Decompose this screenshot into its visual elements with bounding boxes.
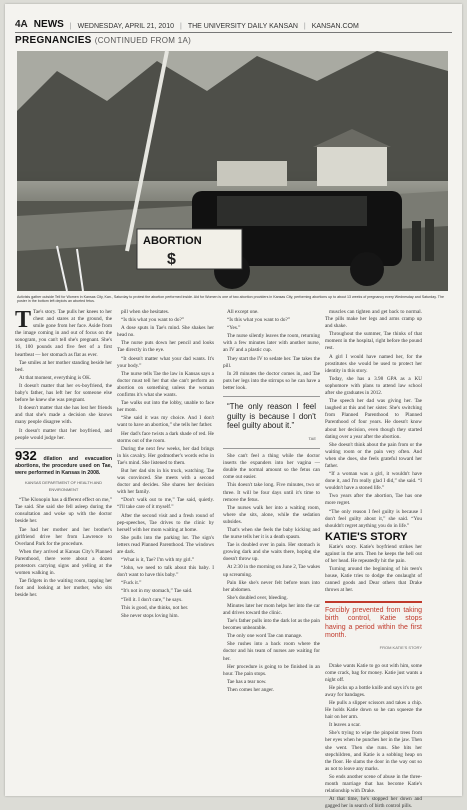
pull-quote-text: “The only reason I feel guilty is because I don't feel guilty about it.”	[227, 402, 316, 431]
col3-p16: The only one word Tae can manage.	[227, 633, 303, 640]
col2-p2: A dose sputs in Tae's mind. She shakes her head no.	[117, 325, 214, 339]
col5-p0: Drake wants Katie to go out with him, some come crack, bag for money. Katie just wants a night off.	[325, 662, 422, 683]
col1-p2: At that moment, everything is OK.	[19, 374, 92, 381]
col4-p2: A girl I would have named her, for the prostitutes she would be used to protect her identity in this story.	[325, 353, 422, 374]
news-photo	[17, 51, 448, 291]
col2-p16: “Fuck it.”	[121, 580, 142, 587]
col3-p19: Tae has a tear now.	[227, 678, 267, 685]
issue-date: WEDNESDAY, APRIL 21, 2010	[77, 23, 174, 30]
col3-p15: Tae's father pulls into the dark lot as the pain becomes unbearable.	[223, 618, 320, 632]
photo-illustration	[17, 51, 448, 291]
col3-p9: That's when she feels the baby kicking and the nurse tells her it is a death spasm.	[223, 526, 320, 541]
col2-p10: But her dad sits in his truck, watching. Tae was convinced. She meets with a second doctor and decides. She shares her decision with her family.	[117, 467, 214, 496]
col3-p7: This doesn't take long. Five minutes, two or three. It will be four days until it's time to remove the fetus.	[223, 482, 320, 503]
col1-after-p1: Tae had her mother and her brother's girlfriend drive her from Lawrence to Overland Park for the procedure.	[15, 526, 112, 547]
col2-p9: During the next few weeks, her dad brings in his cavalry. Her godmother's words echo in Tae's mind. She listened to them.	[117, 445, 214, 466]
col2-p6: Tae walks out into the lobby, unable to face her mom.	[117, 400, 214, 414]
col2-p8: Her dad's face twists a dark shade of red. He storms out of the room.	[117, 430, 214, 444]
kicker-continued: (CONTINUED FROM 1A)	[94, 36, 192, 45]
col3-p18: Her procedure is going to be finished in an hour. The pain stops.	[223, 663, 320, 677]
sign-text: ABORTION	[143, 235, 202, 247]
pull-quote-katie	[325, 601, 422, 657]
story-kicker	[15, 35, 191, 46]
col3-p12: Pain like she's never felt before tears into her abdomen.	[223, 579, 320, 593]
pull-quote-attribution: TAE	[308, 435, 316, 441]
col3-p11: At 2:30 in the morning on June 2, Tae wakes up screaming.	[223, 564, 320, 578]
col3-p10: Tae is doubled over in pain. Her stomach is growing dark and she waits there, hoping she doesn't throw up.	[223, 542, 320, 563]
col2-p20: She never stops loving him.	[121, 612, 179, 619]
stat-box	[15, 448, 112, 493]
col3-p20: Then comes her anger.	[227, 686, 274, 693]
header-rule	[15, 32, 452, 33]
col1-p1: Tae smiles at her mother standing beside her bed.	[15, 359, 112, 373]
col1-p5: It doesn't matter that her boyfriend, and people would judge her.	[15, 427, 112, 441]
col3-p17: She rushes into a back room where the doctor and his team of nurses are waiting for her.	[223, 641, 320, 662]
page-header: 4A NEWS | WEDNESDAY, APRIL 21, 2010 | THE UNIVERSITY DAILY KANSAN | KANSAN.COM	[15, 19, 359, 30]
col2-p18: “Tell it. I don't care,” he says.	[121, 596, 183, 603]
col1-after-p3: Tae fidgets in the waiting room, tapping her foot and looking at her mother, who sits beside her.	[15, 578, 112, 599]
col5-p3: It leaves a scar.	[329, 722, 361, 729]
col3-p6: She can't feel a thing while the doctor inserts the expanders into her vagina — double the normal amount so the fetus can come out easier.	[223, 453, 320, 481]
col2-p1: “Is this what you want to do?”	[121, 317, 185, 324]
col2-p14: “What is it, Tae? I'm with my girl.”	[121, 557, 195, 564]
col3-p3: The nurse silently leaves the room, returning with a few minutes later with another nurse, an IV and a plastic cup.	[223, 333, 320, 354]
column-4	[325, 309, 422, 810]
col3-p0: All except one.	[227, 309, 259, 315]
newspaper-page	[5, 4, 462, 810]
katies-story-heading: KATIE'S STORY	[325, 530, 408, 543]
col3-p14: Minutes later her mom helps her into the car and drives toward the clinic.	[223, 602, 320, 616]
col3-p8: The nurses walk her into a waiting room, where she sits, alone, while the sedation subsides.	[223, 504, 320, 525]
col4-p3: Today, she has a 3.98 GPA as a KU sophomore with plans to attend law school after she graduates in 2012.	[325, 375, 422, 397]
col2-p13: She pulls into the parking lot. The sign's letters read Planned Parenthood. The windows are dark.	[117, 534, 214, 555]
paper-name: THE UNIVERSITY DAILY KANSAN	[187, 23, 298, 30]
svg-text:$: $	[167, 251, 176, 268]
col4-p5: She doesn't think about the pain from or the waiting room or the pain very often. And when she does, she feels grateful toward her father.	[325, 441, 422, 469]
col1-p3: It doesn't matter that her ex-boyfriend, the baby's father, has left her for someone else before he knew she was pregnant.	[15, 382, 112, 404]
col3-p13: She's doubled over, bleeding.	[227, 594, 288, 601]
col2-p12: After the second visit and a fresh round of pep-speeches, Tae drives to the clinic by herself with her mom waiting at home.	[117, 512, 214, 533]
col3-p5: In 20 minutes the doctor comes in, and Tae puts her legs into the stirrups so he can have a better look.	[223, 370, 320, 391]
col1-p0: Tae's story. Tae pulls her knees to her chest and stares at the ground, the smile gone from her face. Aside from the image coming in and out of focus on the sonogram, you can't tell she's pregnant. She's 16, 100 pounds and five feet of a first heartbeat — her stomach as flat as ever.	[15, 309, 112, 358]
col4-p7: Two years after the abortion, Tae has one more regret.	[325, 493, 422, 507]
col4-p10: Turning around the beginning of his teen's house, Katie tries to dodge the onslaught of canned goods and Dear others that Drake throws at her.	[325, 566, 422, 594]
col2-p4: “It doesn't matter what your dad wants. It's your body.”	[117, 355, 214, 369]
col4-p6: “If a woman was a girl, it wouldn't have done it, and I'm really glad I did,” she said. “I wouldn't have a stoned life.”	[325, 471, 422, 492]
col2-p5: The nurse tells Tae the law in Kansas says a doctor must tell her that she can't perform an abortion on something unless the woman confirms it's what she wants.	[117, 370, 214, 399]
col1-after-p0: “The Klonopin has a different effect on me,” Tae said. She said she fell asleep during the consultation and woke up with the doctor beside her.	[15, 497, 112, 525]
stat-source: KANSAS DEPARTMENT OF HEALTH AND ENVIRONMENT	[24, 479, 103, 493]
column-1: T Tae's story. Tae pulls her knees to her chest and stares at the ground, the smile gone from her face. Aside from the image coming in and out of focus on the sonogram, you can't tell she's pregnant. She's 16, 100 pounds and five feet of a first heartbeat — her stomach as flat as ever. Tae smiles at her mother standing beside her bed. At that moment, everything is OK. It doesn't matter that her ex-boyfriend, the baby's father, has left her for someone else before he knew she was pregnant. It doesn't matter that she has lost her friends and that she's made a decision she knows many people disagree with. It doesn't matter that her boyfriend, and people would judge her. 932 dilation and evacuation abortions, the procedure used on Tae, were performed in Kansas in 2008. KANSAS DEPARTMENT OF HEALTH AND ENVIRONMENT “The Klonopin has a different effect on me,” Tae said. She said she fell asleep during the consultation and woke up with the doctor beside her. Tae had her mother and her brother's girlfriend drive her from Lawrence to Overland Park for the procedure. When they arrived at Kansas City's Planned Parenthood, there were about a dozen protestors carrying signs and yelling at the women walking in. Tae fidgets in the waiting room, tapping her foot and looking at her mother, who sits beside her.	[15, 307, 112, 599]
col1-after-p2: When they arrived at Kansas City's Planned Parenthood, there were about a dozen protestors carrying signs and yelling at the women walking in.	[15, 548, 112, 577]
col2-p7: “She said it was my choice. And I don't want to have an abortion,” she tells her father.	[117, 415, 214, 429]
col5-p6: At that time, he's stopped her down and gagged her in search of birth control pills.	[325, 796, 422, 810]
col4-p1: Throughout the summer, Tae thinks of that moment in the hospital, right before the pound rest.	[325, 331, 422, 352]
col2-p17: “It's not in my stomach,” Tae said.	[121, 588, 193, 595]
col3-p2: “Yes.”	[227, 325, 241, 332]
col4-p4: The speech her dad was giving her. Tae laughed at this and her sister. She's switching from Planned Parenthood to Planned Parenthood of four years. He doesn't know about her decision, even though they started dating over a year after the abortion.	[325, 398, 422, 440]
col4-p9: Katie's story. Katie's boyfriend strikes her against in the arm. Then he keeps the hell out of her head. He repeatedly hit the pain.	[325, 543, 422, 565]
col2-p15: “John, we need to talk about this baby. I don't want to have this baby.”	[117, 565, 214, 579]
paper-site: KANSAN.COM	[311, 23, 359, 30]
stat-number: 932	[15, 447, 37, 463]
col2-p3: The nurse puts down her pencil and looks Tae directly in the eye.	[117, 340, 214, 354]
col2-p11: “Don't walk out to me,” Tae said, quietly. “I'll take care of it myself.”	[117, 497, 214, 511]
pull-quote-katie-text: Forcibly prevented from taking birth control, Katie stops having a period within the first month.	[325, 606, 422, 640]
col2-p19: This is good, she thinks, not her.	[121, 604, 189, 611]
col4-p8: “The only reason I feel guilty is because I don't feel guilty about it,” she said. “You shouldn't regret anything you do in life.”	[325, 508, 422, 529]
col5-p1: He picks up a bottle knife and says it's to get away for bandages.	[325, 684, 422, 698]
col5-p2: He pulls a slipper scissors and takes a chip. He holds Katie down so he can squeeze the hair on her arm.	[325, 700, 422, 721]
stat-text: dilation and evacuation abortions, the procedure used on Tae, were performed in Kansas in 2008.	[15, 455, 112, 476]
col2-p0: pill when she hesitates.	[121, 309, 170, 315]
photo-caption: Activists gather outside Tell for Women in Kansas City, Kan., Saturday to protest the abortion performed inside. Aid for Women is one of two abortion providers in Kansas City, performing abortions up to about 13 weeks of pregnancy every Wednesday and Saturday. The poster in the bottom left depicts an aborted fetus.	[17, 295, 444, 304]
col5-p4: She's trying to wipe the pinpoint trees from her eyes when he punches her in the jaw. Then she went. Then she runs. She hits her stepchildren, and Katie is a sobbing heap on the floor. He slams the door in the way out so as not to leave any marks.	[325, 730, 422, 772]
col3-p1: “Is this what you want to do?”	[227, 317, 291, 324]
column-2	[117, 309, 214, 795]
page-number: 4A	[15, 19, 28, 30]
col4-p0: muscles can tighten and get back to normal. The pills make her legs and arms cramp up and shake.	[325, 309, 422, 330]
column-3	[223, 309, 320, 795]
section-name: NEWS	[33, 19, 64, 30]
pull-quote	[223, 396, 320, 449]
col1-p4: It doesn't matter that she has lost her friends and that she's made a decision she knows many people disagree with.	[15, 405, 112, 426]
col5-p5: So ends another scene of abuse in the three-month marriage that has become Katie's relationship with Drake.	[325, 773, 422, 795]
col3-p4: They start the IV to sedate her. Tae takes the pill.	[223, 355, 320, 369]
pull-quote-katie-attribution: FROM KATIE'S STORY	[379, 644, 422, 650]
kicker-label: PREGNANCIES	[15, 35, 92, 46]
